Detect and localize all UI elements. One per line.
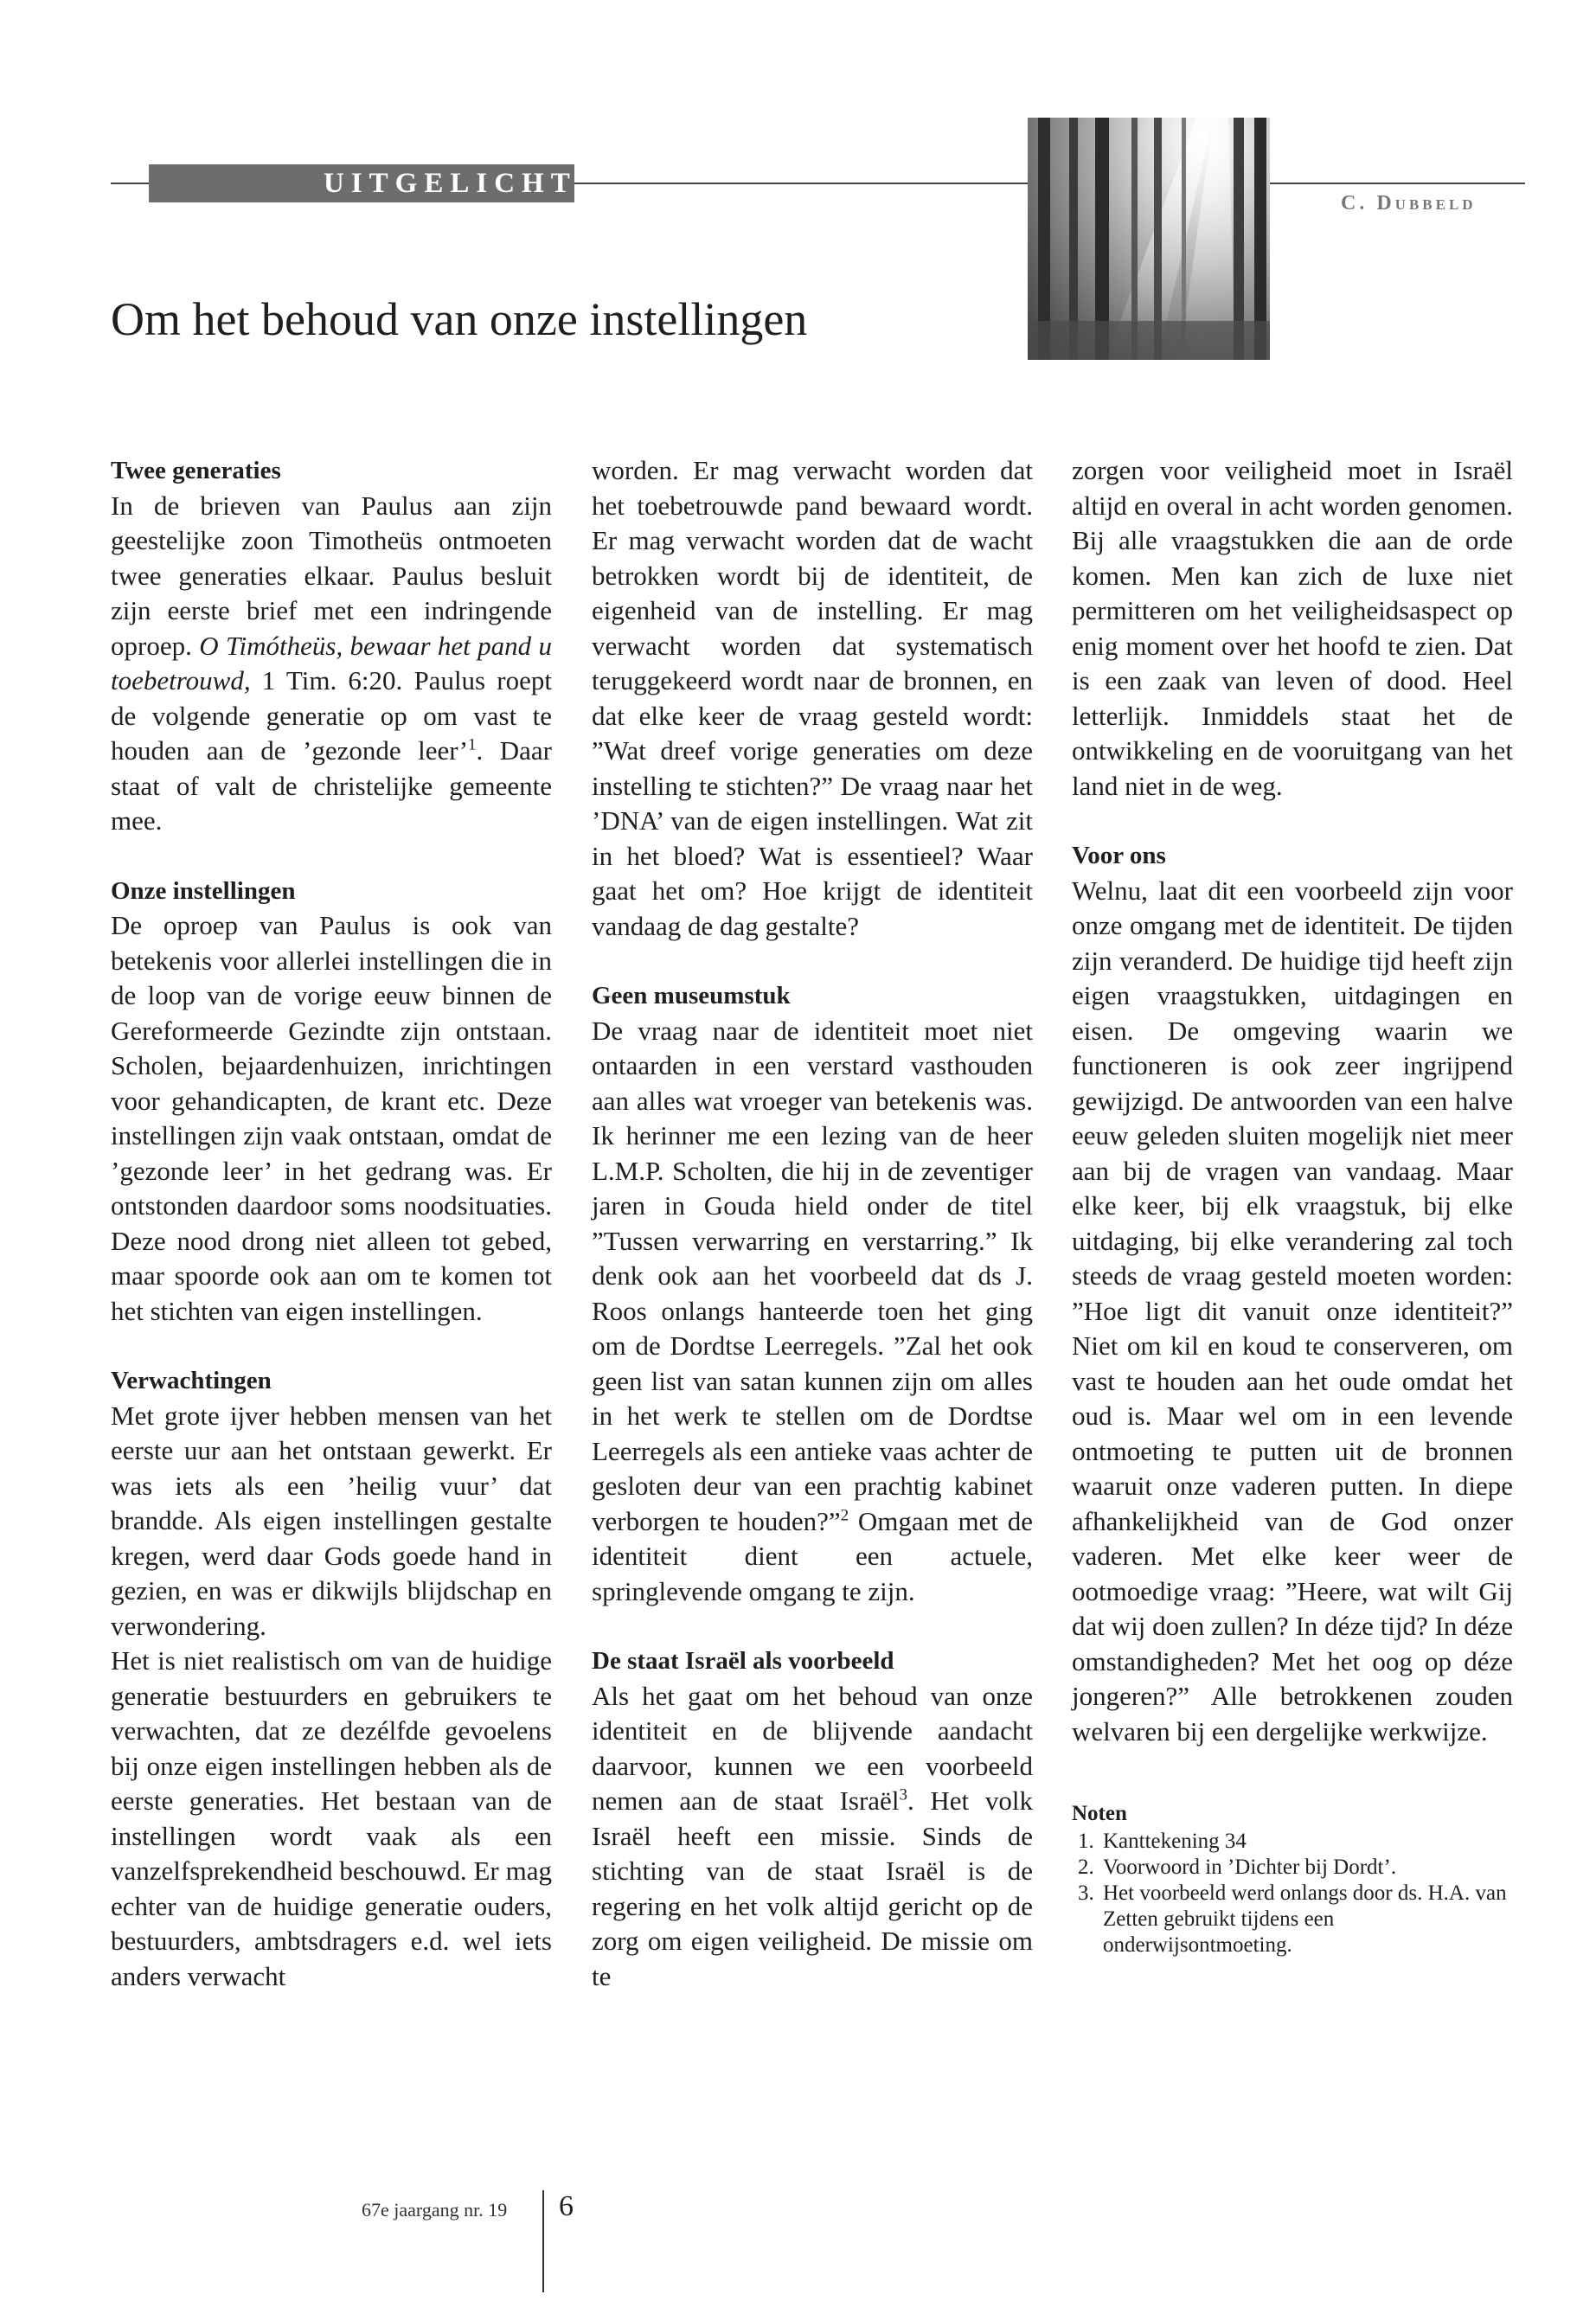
page-number: 6	[559, 2190, 574, 2222]
footnote-item: 1. Kanttekening 34	[1099, 1829, 1513, 1855]
article-column-3	[1072, 453, 1513, 1958]
footnote-ref-3: 3	[899, 1785, 907, 1804]
subheading-onze-instellingen: Onze instellingen	[111, 876, 296, 905]
subheading-twee-generaties: Twee generaties	[111, 457, 281, 484]
paragraph: Als het gaat om het behoud van onze identiteit en de blijvende aandacht daarvoor, kunnen we een voorbeeld nemen aan de staat Israël$^3$. Het volk Israël heeft een missie. Sinds de stichting van de staat Israël is de regering en het volk altijd gericht op de zorg om eigen veiligheid. De missie om te	[592, 1680, 1033, 1991]
footnote-item: 3. Het voorbeeld werd onlangs door ds. H.A. van Zetten gebruikt tijdens een onderwijsontmoeting.	[1099, 1881, 1513, 1958]
forest-trees-icon	[1028, 118, 1270, 360]
section-label: UITGELICHT	[149, 164, 574, 202]
article-title: Om het behoud van onze instellingen	[111, 293, 808, 345]
paragraph: In de brieven van Paulus aan zijn geestelijke zoon Timotheüs ontmoeten twee generaties elkaar. Paulus besluit zijn eerste brief met een indringende oproep. O Timótheüs, bewaar het pand u toebetrouwd, 1 Tim. 6:20. Paulus roept de volgende generatie op om vast te houden aan de ’gezonde leer’$^1$. Daar staat of valt de christelijke gemeente mee.	[111, 490, 552, 836]
subheading-voor-ons: Voor ons	[1072, 842, 1166, 869]
footnotes-list	[1072, 1829, 1513, 1958]
article-column-2	[592, 453, 1033, 1994]
forest-sunbeams-photo	[1028, 118, 1270, 360]
footnotes-heading: Noten	[1072, 1802, 1127, 1825]
paragraph: De oproep van Paulus is ook van betekenis voor allerlei instellingen die in de loop van de vorige eeuw binnen de Gereformeerde Gezindte zijn ontstaan. Scholen, bejaardenhuizen, inrichtingen voor gehandicapten, de krant etc. Deze instellingen zijn vaak ontstaan, omdat de ’gezonde leer’ in het gedrang was. Er ontstonden daardoor soms noodsituaties. Deze nood drong niet alleen tot gebed, maar spoorde ook aan om te komen tot het stichten van eigen instellingen.	[111, 910, 552, 1326]
paragraph: Met grote ijver hebben mensen van het eerste uur aan het ontstaan gewerkt. Er was iets als een ’heilig vuur’ dat brandde. Als eigen instellingen gestalte kregen, werd daar Gods goede hand in gezien, en was er dikwijls blijdschap en verwondering.	[111, 1400, 552, 1641]
author-name: C. Dubbeld	[1341, 192, 1477, 215]
paragraph: De vraag naar de identiteit moet niet ontaarden in een verstard vasthouden aan alles wat vroeger van betekenis was. Ik herinner me een lezing van de heer L.M.P. Scholten, die hij in de zeventiger jaren in Gouda hield onder de titel ”Tussen verwarring en verstarring.” Ik denk ook aan het voorbeeld dat ds J. Roos onlangs hanteerde toen het ging om de Dordtse Leerregels. ”Zal het ook geen list van satan kunnen zijn om alles in het werk te stellen om de Dordtse Leerregels als een antieke vaas achter de gesloten deur van een prachtig kabinet verborgen te houden?”$^2$ Omgaan met de identiteit dient een actuele, springlevende omgang te zijn.	[592, 1015, 1034, 1606]
footnote-ref-2: 2	[840, 1506, 849, 1525]
paragraph: Het is niet realistisch om van de huidige generatie bestuurders en gebruikers te verwachten, dat ze dezélfde gevoelens bij onze eigen instellingen hebben als de eerste generaties. Het bestaan van de instellingen wordt vaak als een vanzelfsprekendheid beschouwd. Er mag echter van de huidige generatie ouders, bestuurders, ambtsdragers e.d. wel iets anders verwacht	[111, 1645, 552, 1991]
footnote-item: 2. Voorwoord in ’Dichter bij Dordt’.	[1099, 1855, 1513, 1881]
footer-divider	[542, 2190, 544, 2292]
subheading-geen-museumstuk: Geen museumstuk	[592, 982, 791, 1009]
footnote-ref-1: 1	[468, 735, 477, 754]
footnotes	[1072, 1801, 1513, 1958]
header-rule-right	[1270, 183, 1525, 184]
paragraph: Welnu, laat dit een voorbeeld zijn voor onze omgang met de identiteit. De tijden zijn veranderd. De huidige tijd heeft zijn eigen vraagstukken, uitdagingen en eisen. De omgeving waarin we functioneren is ook zeer ingrijpend gewijzigd. De antwoorden van een halve eeuw geleden sluiten mogelijk niet meer aan bij de vragen van vandaag. Maar elke keer, bij elk vraagstuk, bij elke uitdaging, bij elke verandering zal toch steeds de vraag gesteld moeten worden: ”Hoe ligt dit vanuit onze identiteit?” Niet om kil en koud te conserveren, om vast te houden aan het oude omdat het oud is. Maar wel om in een levende ontmoeting te putten uit de bronnen waaruit onze vaderen putten. In diepe afhankelijkheid van de God onzer vaderen. Met elke keer weer de ootmoedige vraag: ”Heere, wat wilt Gij dat wij doen zullen? In déze tijd? In déze omstandigheden? Met het oog op déze jongeren?” Alle betrokkenen zouden welvaren bij een dergelijke werkwijze.	[1072, 875, 1513, 1747]
article-column-1	[111, 453, 552, 1994]
paragraph: zorgen voor veiligheid moet in Israël altijd en overal in acht worden genomen. Bij alle vraagstukken die aan de orde komen. Men kan zich de luxe niet permitteren om het veiligheidsaspect op enig moment over het hoofd te zien. Dat is een zaak van leven of dood. Heel letterlijk. Inmiddels staat het de ontwikkeling en de vooruitgang van het land niet in de weg.	[1072, 455, 1513, 801]
issue-info: 67e jaargang nr. 19	[362, 2199, 508, 2221]
subheading-staat-israel: De staat Israël als voorbeeld	[592, 1647, 894, 1675]
subheading-verwachtingen: Verwachtingen	[111, 1367, 272, 1394]
paragraph: worden. Er mag verwacht worden dat het toebetrouwde pand bewaard wordt. Er mag verwacht worden dat de wacht betrokken wordt bij de identiteit, de eigenheid van de instelling. Er mag verwacht worden dat systematisch teruggekeerd wordt naar de bronnen, en dat elke keer de vraag gesteld wordt: ”Wat dreef vorige generaties om deze instelling te stichten?” De vraag naar het ’DNA’ van de eigen instellingen. Wat zit in het bloed? Wat is essentieel? Waar gaat het om? Hoe krijgt de identiteit vandaag de dag gestalte?	[592, 455, 1033, 941]
bible-quote: O Timótheüs, bewaar het pand u toebetrouwd,	[111, 630, 552, 695]
